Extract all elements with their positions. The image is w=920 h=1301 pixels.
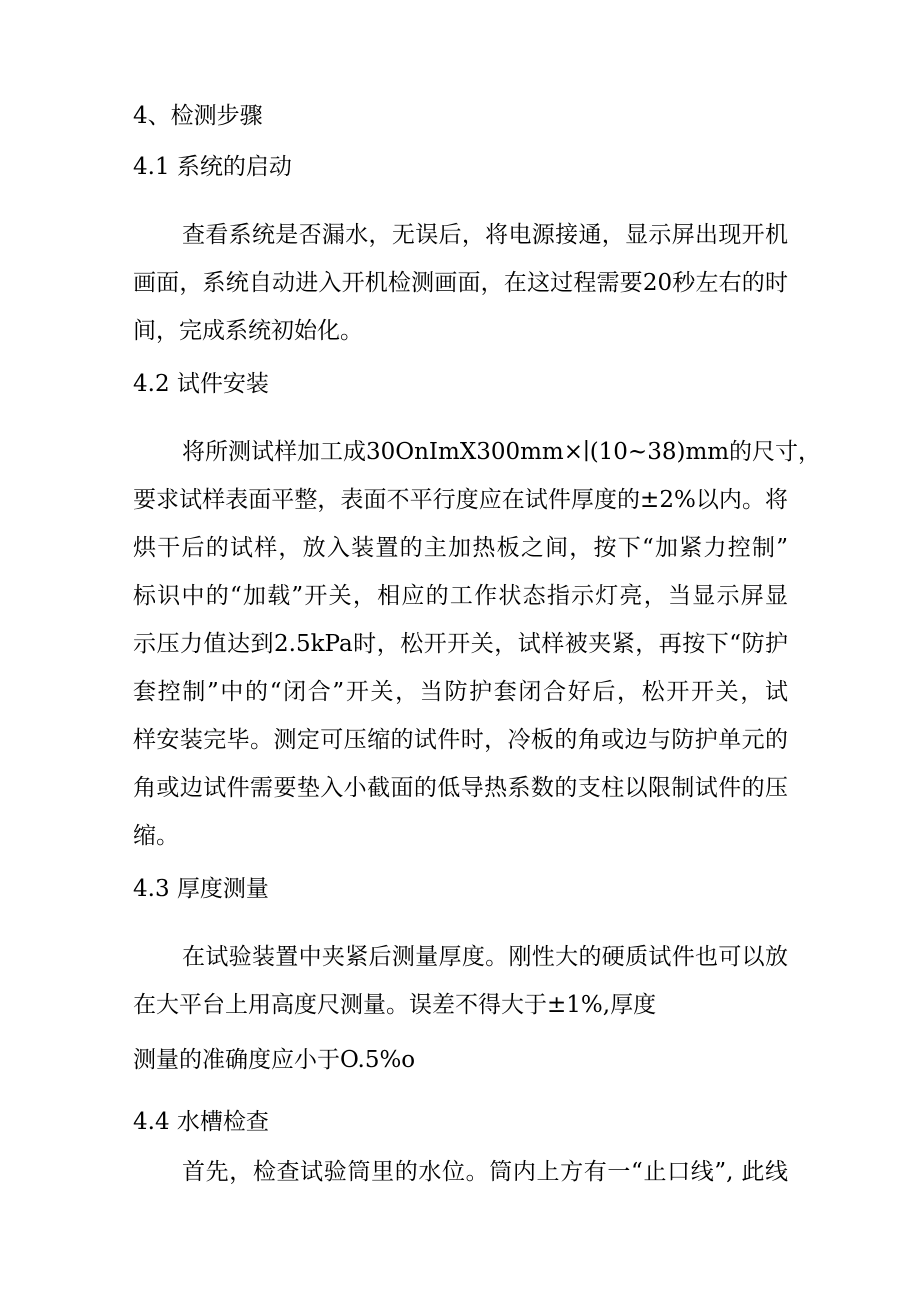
paragraph-line: 要求试样表面平整，表面不平行度应在试件厚度的±2%以内。将 [133,487,788,513]
paragraph-line: 测量的准确度应小于O.5%o [133,1047,416,1073]
paragraph-line: 角或边试件需要垫入小截面的低导热系数的支柱以限制试件的压 [133,775,788,801]
paragraph-line: 间，完成系统初始化。 [133,318,363,344]
subsection-heading-4-4: 4.4 水槽检查 [133,1109,269,1135]
subsection-heading-4-3: 4.3 厚度测量 [133,876,269,902]
paragraph-line: 缩。 [133,823,179,849]
paragraph-line: 首先，检查试验筒里的水位。筒内上方有一“止口线”, 此线 [182,1159,788,1185]
paragraph-line: 画面，系统自动进入开机检测画面，在这过程需要20秒左右的时 [133,270,788,296]
paragraph-line: 套控制”中的“闭合”开关，当防护套闭合好后，松开开关，试 [133,679,788,705]
paragraph-line: 在试验装置中夹紧后测量厚度。刚性大的硬质试件也可以放 [182,944,788,970]
section-heading: 4、检测步骤 [133,103,263,129]
paragraph-line: 样安装完毕。测定可压缩的试件时，冷板的角或边与防护单元的 [133,727,788,753]
paragraph-line: 标识中的“加载”开关，相应的工作状态指示灯亮，当显示屏显 [133,583,788,609]
paragraph-line: 烘干后的试样，放入装置的主加热板之间，按下“加紧力控制” [133,535,788,561]
subsection-heading-4-2: 4.2 试件安装 [133,371,269,397]
subsection-heading-4-1: 4.1 系统的启动 [133,154,292,180]
paragraph-line: 在大平台上用高度尺测量。误差不得大于±1%,厚度 [133,992,657,1018]
paragraph-line: 查看系统是否漏水，无误后，将电源接通，显示屏出现开机 [182,222,788,248]
paragraph-line: 示压力值达到2.5kPa时，松开开关，试样被夹紧，再按下“防护 [133,631,788,657]
paragraph-line: 将所测试样加工成30OnImX300mm×∣(10~38)mm的尺寸， [182,439,822,465]
